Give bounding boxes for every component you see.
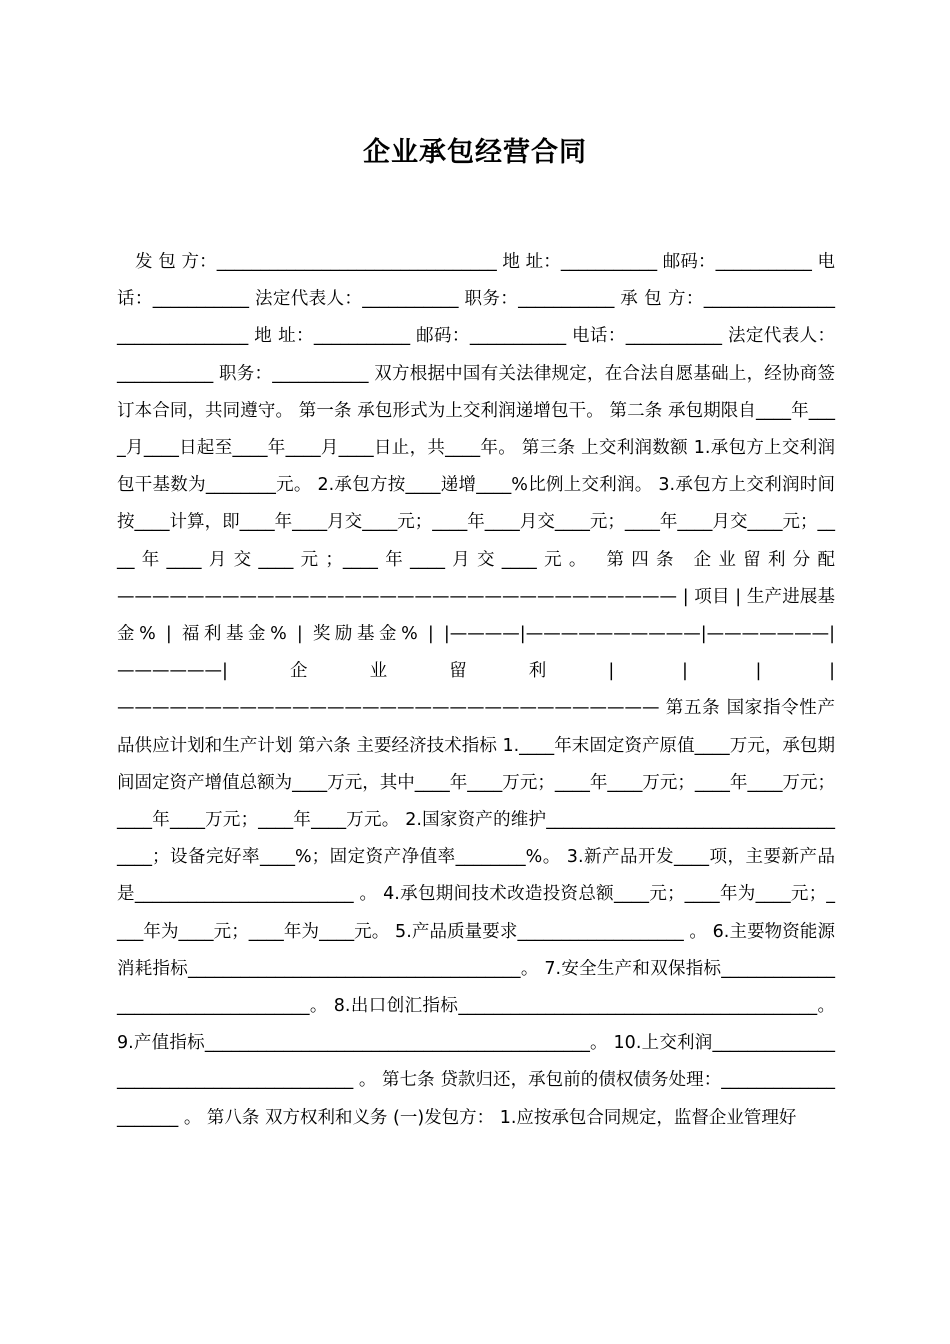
contract-body bbox=[117, 244, 835, 1137]
document-title: 企业承包经营合同 bbox=[363, 137, 587, 168]
contract-paragraph: 发 包 方：________________________________ 地 址：___________ 邮码：___________ 电话：___________ 法定代表人：___________ 职务：___________ 承 包 方：______________________________ 地 址：___________ 邮码：___________ 电话：___________ 法定代表人：___________ 职务：___________ 双方根据中国有关法律规定，在合法自愿基础上，经协商签订本合同，共同遵守。 第一条 承包形式为上交利润递增包干。 第二条 承包期限自____年____月____日起至____年____月____日止，共____年。 第三条 上交利润数额 1.承包方上交利润包干基数为________元。 2.承包方按____递增____%比例上交利润。 3.承包方上交利润时间按____计算，即____年____月交____元；____年____月交____元；____年____月交____元；____年____月交____元；____年____月交____元。 第四条 企业留利分配 ———————————————————————————————— | 项目 | 生产进展基金% | 福利基金% | 奖励基金% | |————|——————————|———————|——————|企业留利| | | | ——————————————————————————————— 第五条 国家指令性产品供应计划和生产计划 第六条 主要经济技术指标 1.____年末固定资产原值____万元，承包期间固定资产增值总额为____万元，其中____年____万元；____年____万元；____年____万元；____年____万元；____年____万元。 2.国家资产的维护_____________________________________；设备完好率____%；固定资产净值率________%。 3.新产品开发____项，主要新产品是_________________________ 。 4.承包期间技术改造投资总额____元；____年为____元；____年为____元；____年为____元。 5.产品质量要求___________________ 。 6.主要物资能源消耗指标______________________________________。 7.安全生产和双保指标___________________________________。 8.出口创汇指标_________________________________________。 9.产值指标____________________________________________。 10.上交利润_________________________________________ 。 第七条 贷款归还，承包前的债权债务处理：____________________ 。 第八条 双方权利和义务 (一)发包方： 1.应按承包合同规定，监督企业管理好 bbox=[117, 252, 835, 1128]
